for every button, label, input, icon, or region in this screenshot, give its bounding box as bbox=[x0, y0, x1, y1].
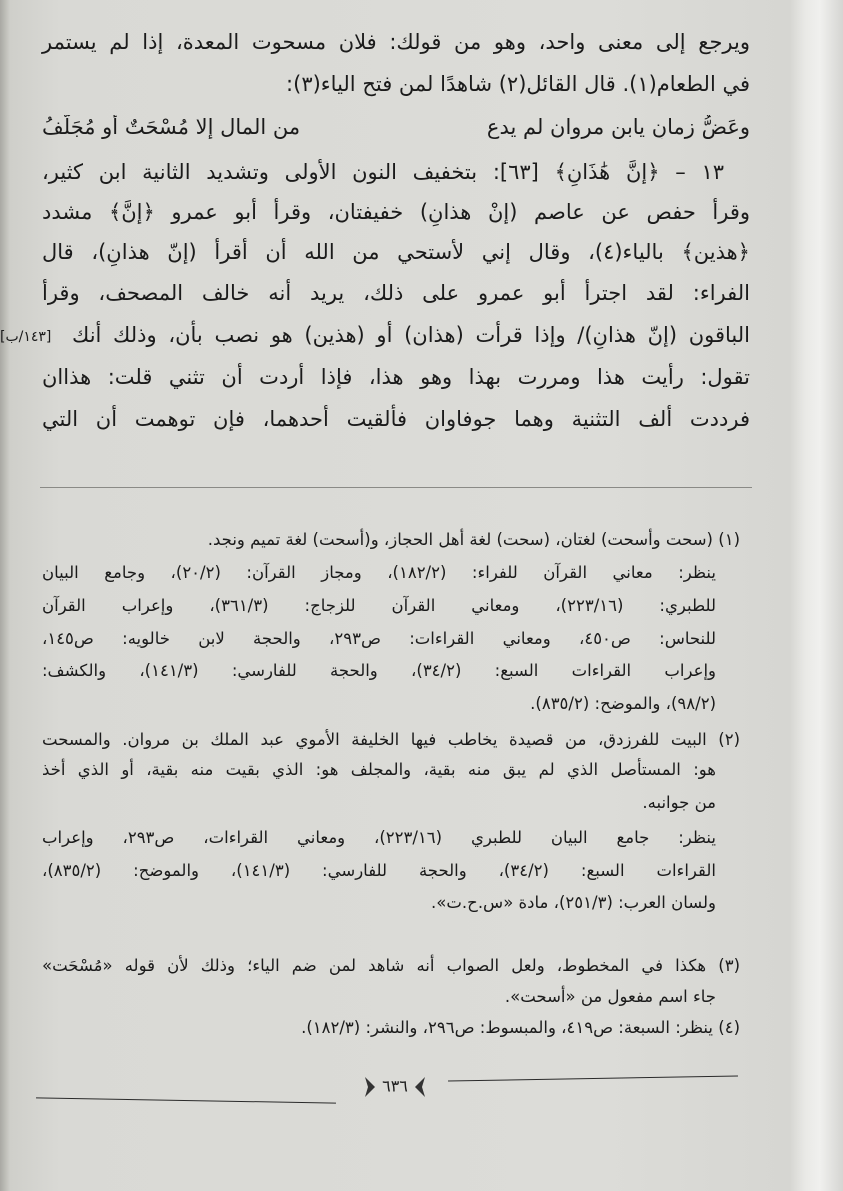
main-line: الفراء: لقد اجترأ أبو عمرو على ذلك، يريد أنه خالف المصحف، وقرأ bbox=[42, 281, 750, 305]
verse-first-hemistich: وعَضُّ زمانٍ يابن مروان لم يدع bbox=[486, 115, 750, 139]
main-line: الباقون (إنّ هذانِ)/ وإذا قرأت (هذان) أو (هذين) هو نصب بأن، وذلك أنك bbox=[72, 323, 750, 347]
page-number-block bbox=[340, 1076, 450, 1098]
footnote-line: (١) (سحت وأسحت) لغتان، (سحت) لغة أهل الحجاز، و(أسحت) لغة تميم ونجد. bbox=[207, 530, 740, 549]
main-line: ﴿هذين﴾ بالياء(٤)، وقال إني لأستحي من الله أن أقرأ (إنّ هذانِ)، قال bbox=[42, 240, 750, 264]
page-rule-left bbox=[36, 1097, 336, 1103]
ornament-icon bbox=[363, 1076, 377, 1098]
footnote-line: ولسان العرب: (٢٥١/٣)، مادة «س.ح.ت». bbox=[431, 893, 716, 912]
footnote-line: (٢) البيت للفرزدق، من قصيدة يخاطب فيها الخليفة الأموي عبد الملك بن مروان. والمسحت bbox=[42, 730, 740, 749]
main-line: في الطعام(١). قال القائل(٢) شاهدًا لمن فتح الياء(٣): bbox=[286, 72, 750, 96]
footnote-line: للنحاس: ص٤٥٠، ومعاني القراءات: ص٢٩٣، والحجة لابن خالويه: ص١٤٥، bbox=[42, 629, 716, 648]
page-number: ٦٣٦ bbox=[382, 1076, 408, 1096]
manuscript-folio-note: [١٤٣/ب] bbox=[0, 329, 52, 345]
footnote-line: (٩٨/٢)، والموضح: (٨٣٥/٢). bbox=[530, 694, 716, 713]
footnote-line: ينظر: معاني القرآن للفراء: (١٨٢/٢)، ومجاز القرآن: (٢٠/٢)، وجامع البيان bbox=[42, 563, 716, 582]
ornament-icon bbox=[413, 1076, 427, 1098]
page-rule-right bbox=[448, 1075, 738, 1081]
footnote-line: جاء اسم مفعول من «أسحت». bbox=[504, 987, 716, 1006]
footnote-line: ينظر: جامع البيان للطبري (٢٢٣/١٦)، ومعاني القراءات، ص٢٩٣، وإعراب bbox=[42, 828, 716, 847]
poetry-verse bbox=[42, 115, 750, 145]
footnote-separator bbox=[40, 487, 752, 488]
main-line: وقرأ حفص عن عاصم (إنْ هذانِ) خفيفتان، وقرأ أبو عمرو ﴿إنَّ﴾ مشدد bbox=[42, 200, 750, 224]
footnote-line: وإعراب القراءات السبع: (٣٤/٢)، والحجة للفارسي: (١٤١/٣)، والكشف: bbox=[42, 661, 716, 680]
footnote-line: (٤) ينظر: السبعة: ص٤١٩، والمبسوط: ص٢٩٦، والنشر: (١٨٢/٣). bbox=[301, 1018, 740, 1037]
footnote-line: (٣) هكذا في المخطوط، ولعل الصواب أنه شاهد لمن ضم الياء؛ وذلك لأن قوله «مُسْحَت» bbox=[42, 956, 740, 975]
footnote-line: هو: المستأصل الذي لم يبق منه بقية، والمجلف هو: الذي بقيت منه بقية، أو الذي أخذ bbox=[42, 760, 716, 779]
verse-second-hemistich: من المال إلا مُسْحَتٌ أو مُجَلَّفُ bbox=[42, 115, 301, 139]
footnote-line: من جوانبه. bbox=[642, 793, 716, 812]
main-line: ويرجع إلى معنى واحد، وهو من قولك: فلان مسحوت المعدة، إذا لم يستمر bbox=[42, 30, 750, 54]
main-line: ١٣ – ﴿إنَّ هَٰذَانِ﴾ [٦٣]: بتخفيف النون الأولى وتشديد الثانية ابن كثير، bbox=[42, 160, 724, 184]
footnote-line: للطبري: (٢٢٣/١٦)، ومعاني القرآن للزجاج: (٣٦١/٣)، وإعراب القرآن bbox=[42, 596, 716, 615]
main-line: فرددت ألف التثنية وهما جوفاوان فألقيت أحدهما، فإن توهمت أن التي bbox=[42, 407, 750, 431]
main-line: تقول: رأيت هذا ومررت بهذا وهو هذا، فإذا أردت أن تثني قلت: هذاان bbox=[42, 365, 750, 389]
footnote-line: القراءات السبع: (٣٤/٢)، والحجة للفارسي: (١٤١/٣)، والموضح: (٨٣٥/٢)، bbox=[42, 861, 716, 880]
